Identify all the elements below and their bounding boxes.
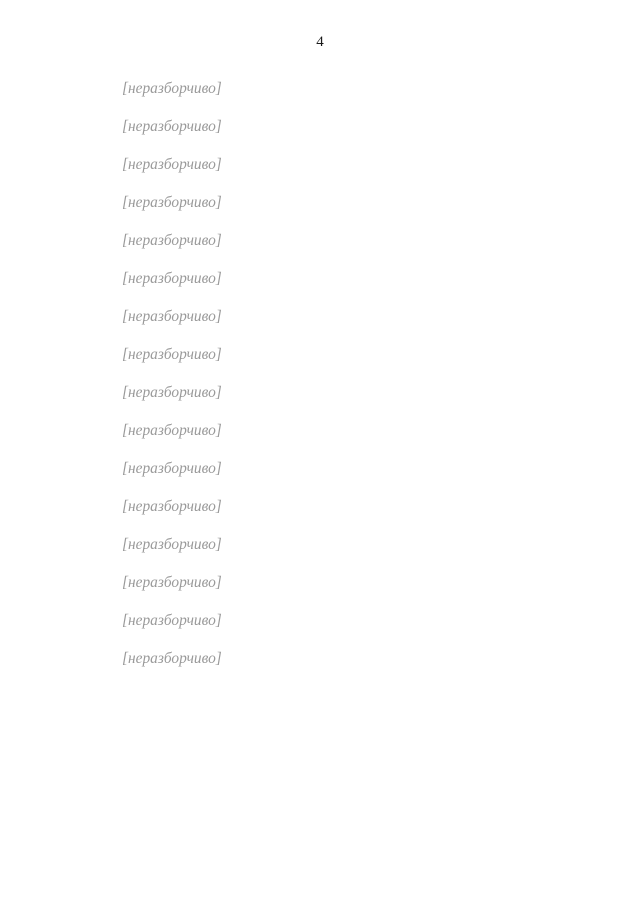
paragraph-4: [неразборчиво] (122, 194, 222, 211)
paragraph-6: [неразборчиво] (122, 270, 222, 287)
paragraph-15: [неразборчиво] (122, 612, 222, 629)
paragraph-8: [неразборчиво] (122, 346, 222, 363)
paragraph-10: [неразборчиво] (122, 422, 222, 439)
paragraph-12: [неразборчиво] (122, 498, 222, 515)
paragraph-1: [неразборчиво] (122, 80, 222, 97)
page-number: 4 (316, 34, 324, 50)
paragraph-5: [неразборчиво] (122, 232, 222, 249)
paragraph-16: [неразборчиво] (122, 650, 222, 667)
paragraph-2: [неразборчиво] (122, 118, 222, 135)
paragraph-9: [неразборчиво] (122, 384, 222, 401)
document-body (86, 76, 592, 684)
paragraph-13: [неразборчиво] (122, 536, 222, 553)
paragraph-7: [неразборчиво] (122, 308, 222, 325)
paragraph-3: [неразборчиво] (122, 156, 222, 173)
paragraph-14: [неразборчиво] (122, 574, 222, 591)
paragraph-11: [неразборчиво] (122, 460, 222, 477)
